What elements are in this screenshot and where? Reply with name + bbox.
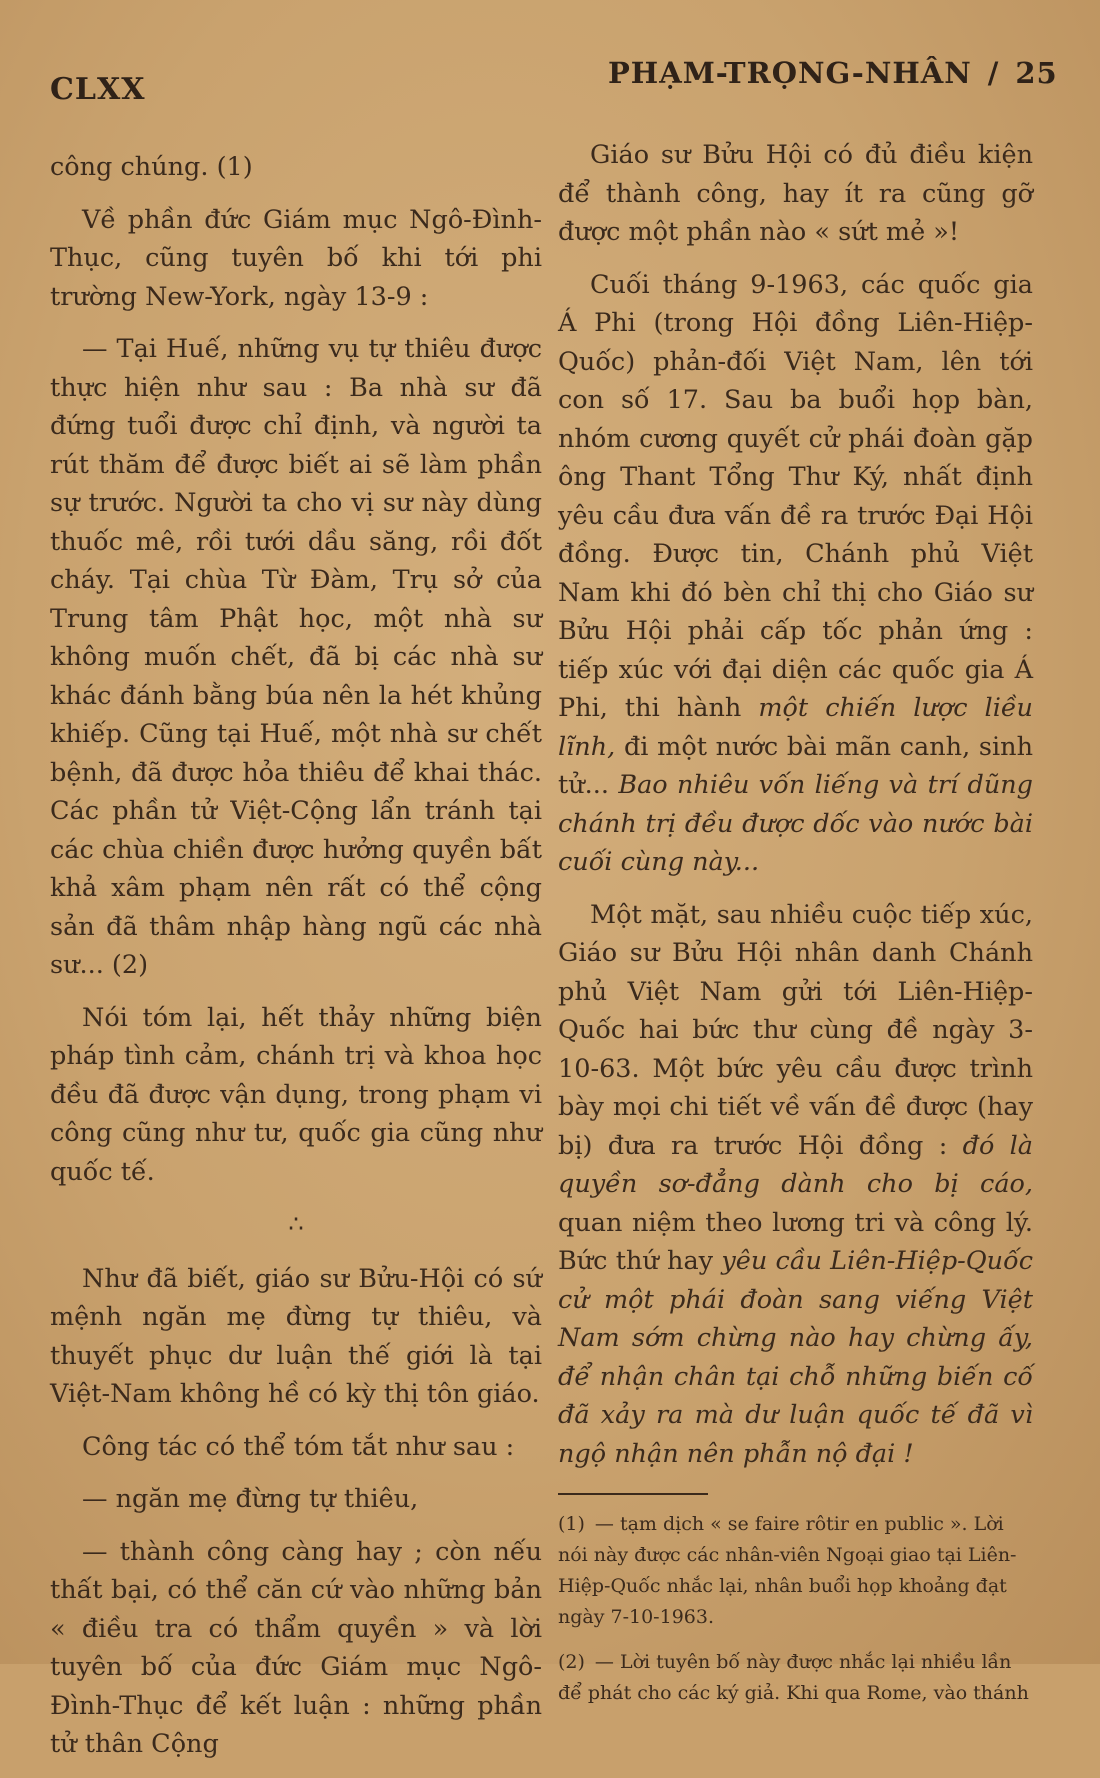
text-run: quan niệm theo lương tri và công lý. Bức thứ hay [558, 1207, 1033, 1276]
header-separator: / [987, 56, 1000, 90]
italic-phrase: yêu cầu Liên-Hiệp-Quốc cử một phái đoàn sang viếng Việt Nam sớm chừng nào hay chừng ấy, để nhận chân tại chỗ những biến cố đã xảy ra mà dư luận quốc tế đã vì ngộ nhận nên phẫn nộ đại ! [558, 1246, 1033, 1469]
paragraph [558, 896, 1033, 1474]
paragraph: — thành công càng hay ; còn nếu thất bại, có thể căn cứ vào những bản « điều tra có thẩm quyền » và lời tuyên bố của đức Giám mục Ngô-Đình-Thục để kết luận : những phần tử thân Cộng [50, 1536, 542, 1759]
chapter-number: CLXX [50, 72, 146, 107]
italic-phrase: Bao nhiêu vốn liếng và trí dũng chánh trị đều được dốc vào nước bài cuối cùng này... [558, 770, 1033, 877]
paragraph: Công tác có thể tóm tắt như sau : [82, 1431, 515, 1462]
paragraph: Giáo sư Bửu Hội có đủ điều kiện để thành công, hay ít ra cũng gỡ được một phần nào « sứt mẻ »! [558, 140, 1033, 247]
footnote [558, 1647, 1033, 1709]
section-divider: ∴ [288, 1210, 304, 1238]
paragraph: Về phần đức Giám mục Ngô-Đình-Thục, cũng tuyên bố khi tới phi trường New-York, ngày 13-9 : [50, 204, 542, 312]
footnote-number: (2) [558, 1651, 585, 1673]
paragraph: Nói tóm lại, hết thảy những biện pháp tình cảm, chánh trị và khoa học đều đã được vận dụng, trong phạm vi công cũng như tư, quốc gia cũng như quốc tế. [50, 1002, 542, 1187]
text-run: đi một nước bài mãn canh, sinh tử... [558, 731, 1033, 800]
paragraph: — Tại Huế, những vụ tự thiêu được thực hiện như sau : Ba nhà sư đã đứng tuổi được chỉ định, và người ta rút thăm để được biết ai sẽ làm phần sự trước. Người ta cho vị sư này dùng thuốc mê, rồi tưới dầu săng, rồi đốt cháy. Tại chùa Từ Đàm, Trụ sở của Trung tâm Phật học, một nhà sư không muốn chết, đã bị các nhà sư khác đánh bằng búa nên la hét khủng khiếp. Cũng tại Huế, một nhà sư chết bệnh, đã được hỏa thiêu để khai thác. Các phần tử Việt-Cộng lẩn tránh tại các chùa chiền được hưởng quyền bất khả xâm phạm nên rất có thể cộng sản đã thâm nhập hàng ngũ các nhà sư... (2) [50, 334, 542, 980]
footnote [558, 1509, 1033, 1633]
italic-phrase: đó là quyền sơ-đẳng dành cho bị cáo, [558, 1130, 1034, 1199]
paragraph: Như đã biết, giáo sư Bửu-Hội có sứ mệnh ngăn mẹ đừng tự thiêu, và thuyết phục dư luận thế giới là tại Việt-Nam không hề có kỳ thị tôn giáo. [50, 1263, 542, 1409]
text-run: Một mặt, sau nhiều cuộc tiếp xúc, Giáo sư Bửu Hội nhân danh Chánh phủ Việt Nam gửi tới Liên-Hiệp-Quốc hai bức thư cùng đề ngày 3-10-63. Một bức yêu cầu được trình bày mọi chi tiết về vấn đề được (hay bị) đưa ra trước Hội đồng : [558, 899, 1033, 1161]
paragraph: — ngăn mẹ đừng tự thiêu, [82, 1484, 419, 1514]
footnote-text: — tạm dịch « se faire rôtir en public ». Lời nói này được các nhân-viên Ngoại giao tại Liên-Hiệp-Quốc nhắc lại, nhân buổi họp khoảng đạt ngày 7-10-1963. [558, 1513, 1017, 1628]
page-number: 25 [1015, 56, 1058, 90]
running-title: PHẠM-TRỌNG-NHÂN [608, 56, 972, 90]
right-column [558, 136, 1033, 1723]
italic-phrase: một chiến lược liều lĩnh, [558, 693, 1033, 762]
footnote-rule [558, 1493, 708, 1495]
footnote-number: (1) [558, 1513, 585, 1535]
left-column [50, 148, 542, 1778]
running-header [608, 56, 1058, 90]
text-run: Cuối tháng 9-1963, các quốc gia Á Phi (trong Hội đồng Liên-Hiệp-Quốc) phản-đối Việt Nam, lên tới con số 17. Sau ba buổi họp bàn, nhóm cương quyết cử phái đoàn gặp ông Thant Tổng Thư Ký, nhất định yêu cầu đưa vấn đề ra trước Đại Hội đồng. Được tin, Chánh phủ Việt Nam khi đó bèn chỉ thị cho Giáo sư Bửu Hội phải cấp tốc phản ứng : tiếp xúc với đại diện các quốc gia Á Phi, thi hành [558, 269, 1033, 723]
paragraph [558, 266, 1033, 882]
paragraph: công chúng. (1) [50, 152, 253, 182]
footnote-text: — Lời tuyên bố này được nhắc lại nhiều lần để phát cho các ký giả. Khi qua Rome, vào thánh [558, 1651, 1029, 1704]
